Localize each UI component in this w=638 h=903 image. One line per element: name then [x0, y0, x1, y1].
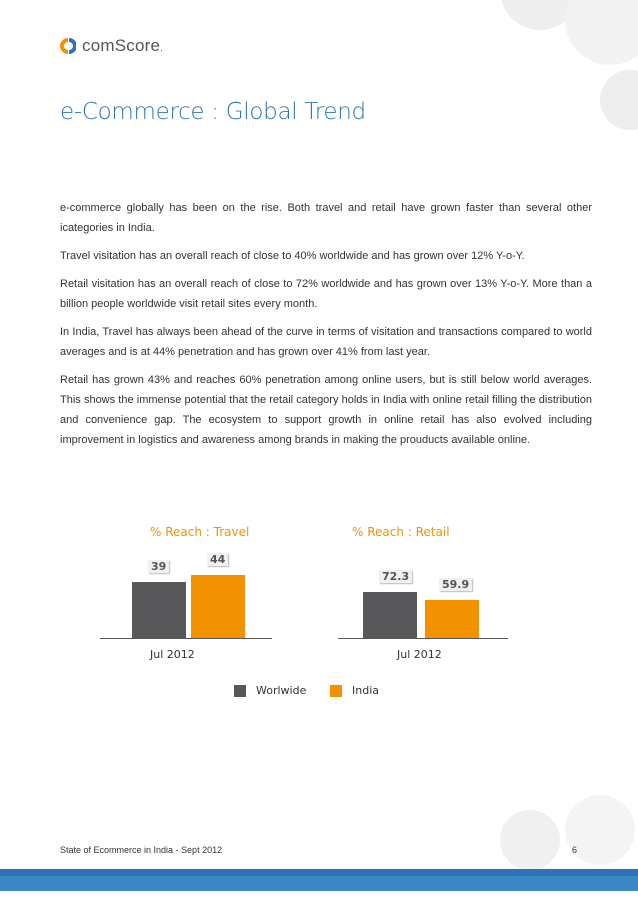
travel-label-worldwide: 39: [148, 560, 169, 573]
retail-bar-worldwide: [363, 592, 417, 638]
legend-swatch-india: [330, 685, 342, 697]
travel-chart-title: % Reach : Travel: [150, 525, 250, 539]
legend-swatch-worldwide: [234, 685, 246, 697]
travel-bar-india: [191, 575, 245, 638]
paragraph-3: Retail visitation has an overall reach of close to 72% worldwide and has grown over 13% Y-o-Y. More than a billion people worldwide visit retail sites every month.: [60, 278, 592, 310]
page-title: e-Commerce : Global Trend: [60, 99, 366, 125]
retail-bar-india: [425, 600, 479, 638]
travel-x-tick: Jul 2012: [150, 648, 195, 661]
paragraph-1: e-commerce globally has been on the rise. Both travel and retail have grown faster than several other icategories in India.: [60, 202, 592, 234]
legend-label-worldwide: Worlwide: [256, 684, 307, 697]
decorative-watermark-top: [470, 0, 638, 130]
body-text: [60, 198, 592, 458]
decorative-watermark-bottom: [470, 790, 638, 870]
retail-label-worldwide: 72.3: [379, 570, 412, 583]
legend-worldwide: [234, 684, 306, 697]
travel-x-axis: [100, 638, 272, 639]
travel-label-india: 44: [207, 553, 228, 566]
retail-x-axis: [338, 638, 508, 639]
paragraph-4: In India, Travel has always been ahead of the curve in terms of visitation and transactions compared to world averages and is at 44% penetration and has grown over 41% from last year.: [60, 326, 592, 358]
comscore-logo-icon: [60, 37, 76, 55]
paragraph-2: Travel visitation has an overall reach of close to 40% worldwide and has grown over 12% Y-o-Y.: [60, 250, 525, 262]
retail-label-india: 59.9: [439, 578, 472, 591]
legend-india: [330, 684, 379, 697]
page-number: 6: [572, 845, 578, 855]
footer-title: State of Ecommerce in India - Sept 2012: [60, 845, 223, 855]
retail-x-tick: Jul 2012: [397, 648, 442, 661]
logo-text: comScore.: [82, 36, 164, 55]
travel-bar-worldwide: [132, 582, 186, 638]
footer-bar-accent: [0, 876, 638, 891]
legend-label-india: India: [352, 684, 379, 697]
comscore-logo: [60, 36, 163, 56]
retail-chart-title: % Reach : Retail: [352, 525, 450, 539]
paragraph-5: Retail has grown 43% and reaches 60% penetration among online users, but is still below world averages. This shows the immense potential that the retail category holds in India with online retail filling the distribution and convenience gap. The ecosystem to support growth in online retail has also evolved including improvement in logistics and awareness among brands in making the prouducts available online.: [60, 374, 592, 446]
